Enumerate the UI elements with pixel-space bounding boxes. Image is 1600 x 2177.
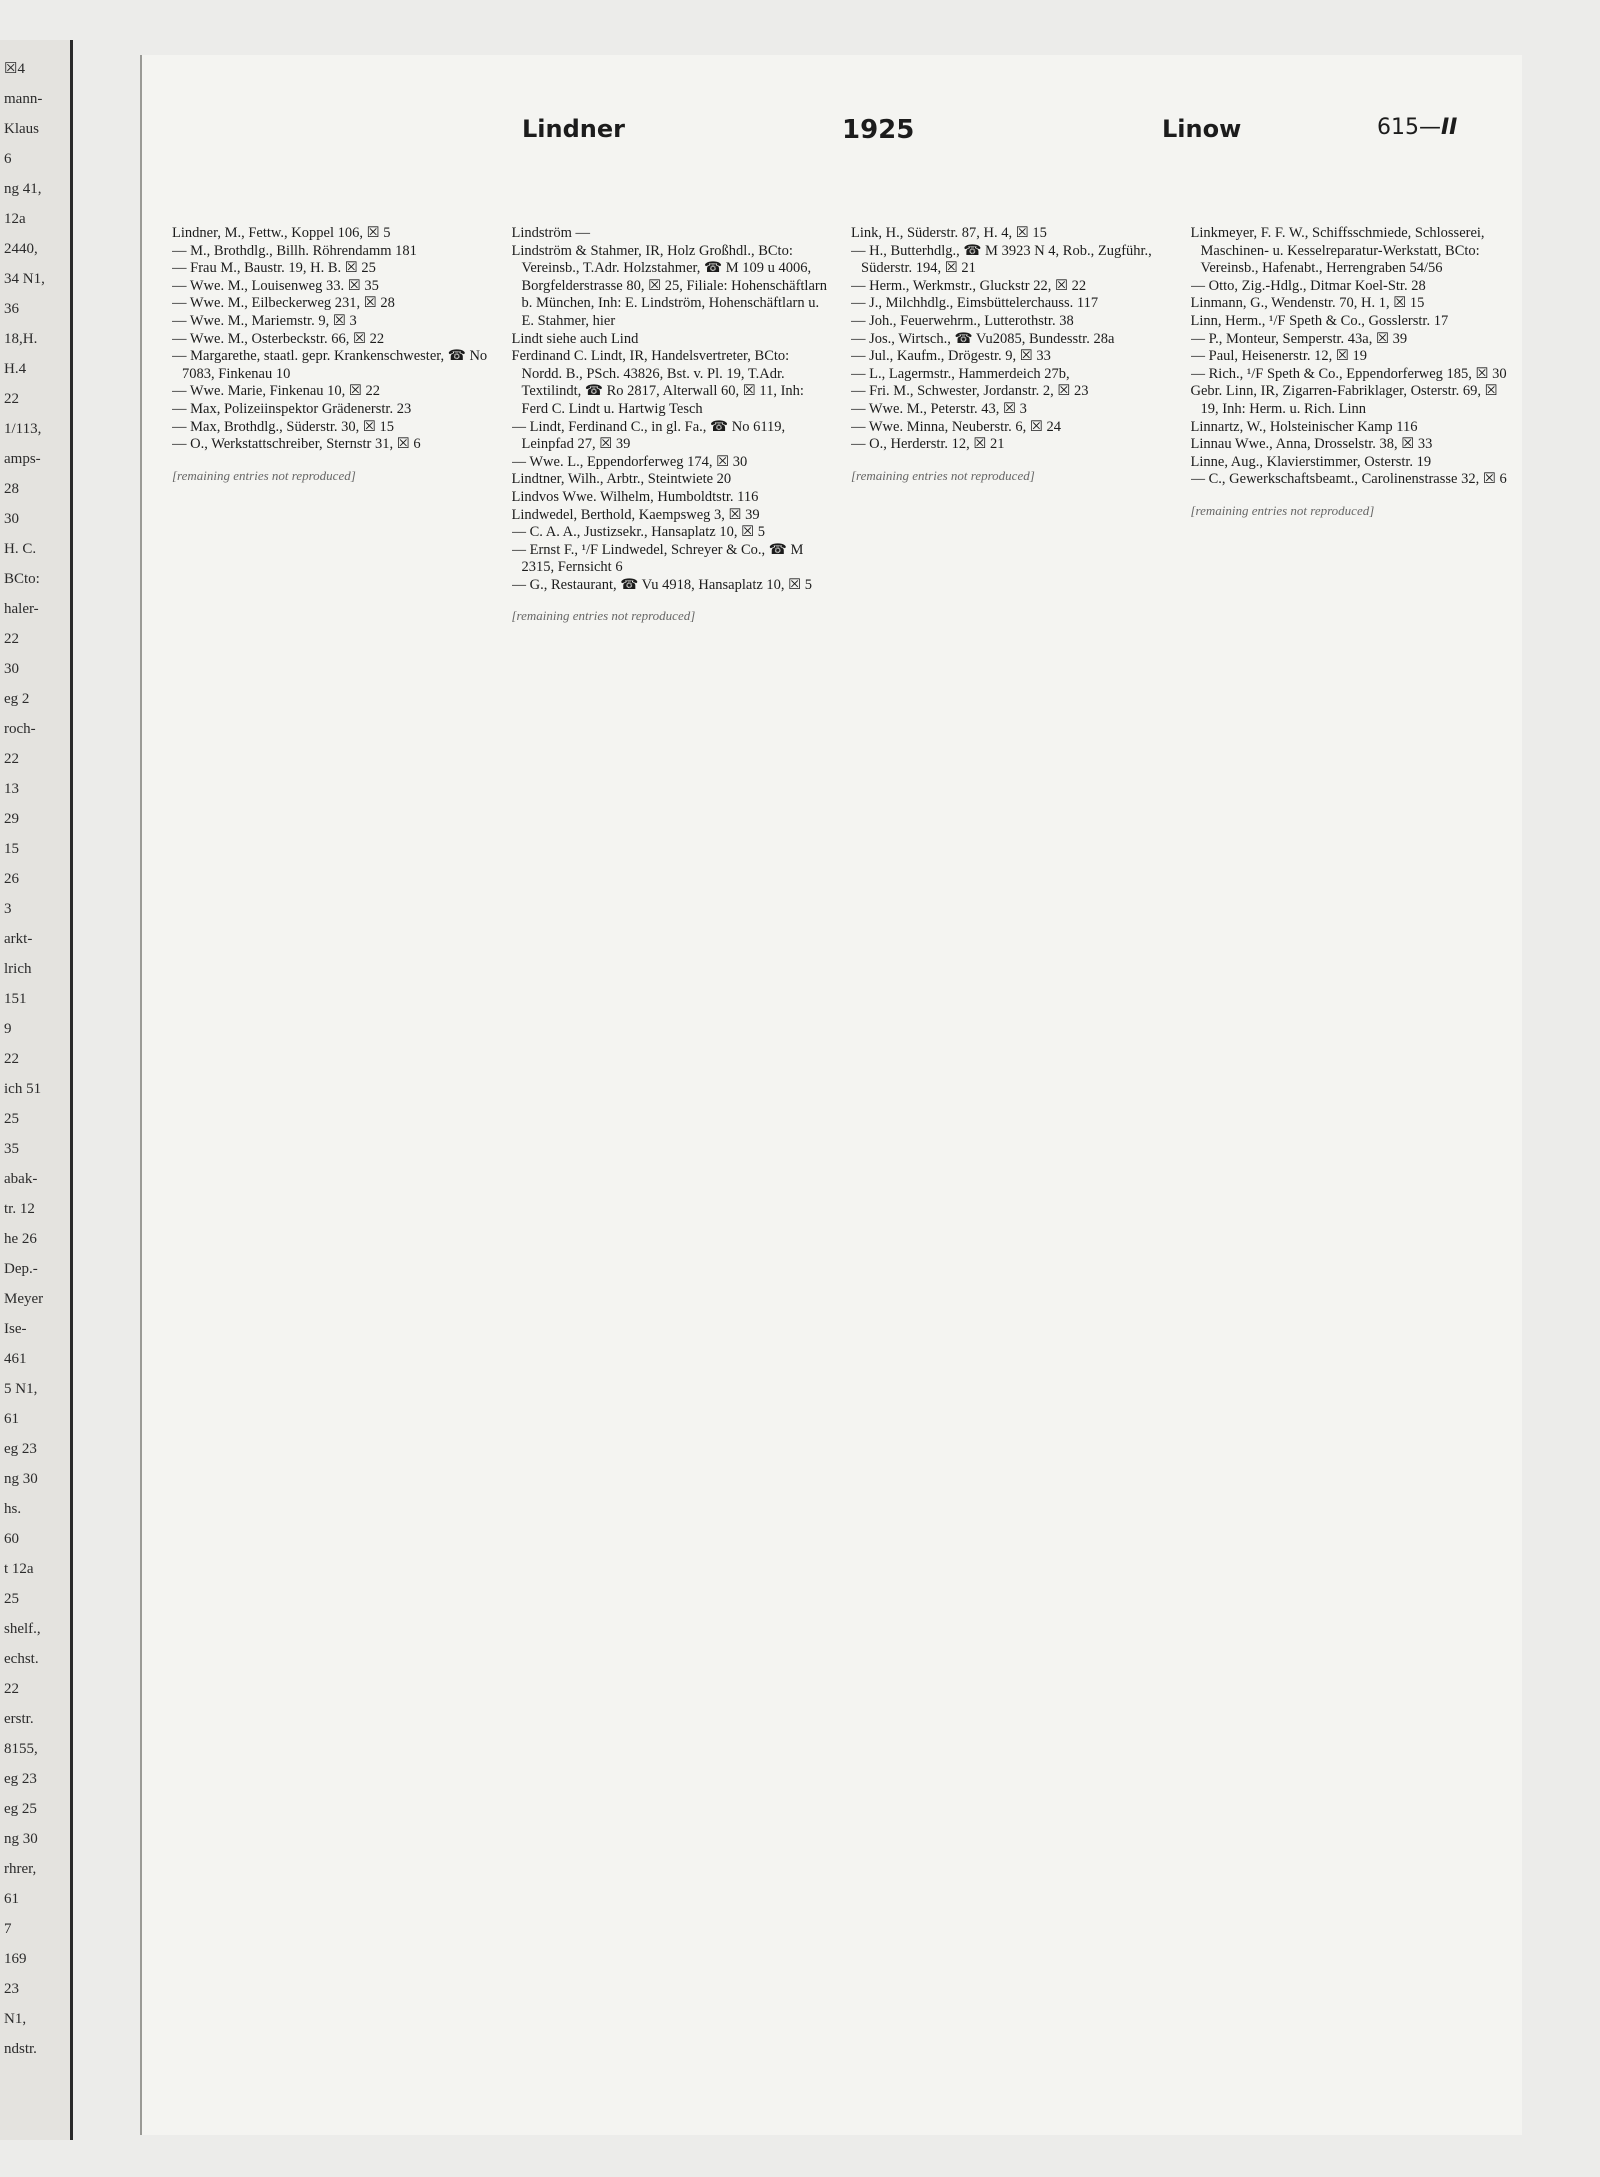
spine-fragment: 461 (4, 1351, 27, 1367)
spine-fragment: Dep.- (4, 1261, 38, 1277)
spine-fragment: 35 (4, 1141, 19, 1157)
left-page-spine (0, 40, 73, 2140)
spine-fragment: 34 N1, (4, 271, 45, 287)
spine-fragment: eg 2 (4, 691, 30, 707)
directory-entry: — Paul, Heisenerstr. 12, ☒ 19 (1190, 348, 1368, 365)
directory-entry: — Fri. M., Schwester, Jordanstr. 2, ☒ 23 (851, 383, 1089, 400)
spine-fragment: ndstr. (4, 2041, 37, 2057)
spine-fragment: H. C. (4, 541, 37, 557)
directory-entry: Lindvos Wwe. Wilhelm, Humboldtstr. 116 (511, 488, 759, 505)
spine-fragment: erstr. (4, 1711, 34, 1727)
column-2 (512, 225, 834, 2105)
spine-fragment: roch- (4, 721, 36, 737)
omitted-entries-note: [remaining entries not reproduced] (851, 467, 1035, 483)
spine-fragment: Ise- (4, 1321, 27, 1337)
directory-entry: Linne, Aug., Klavierstimmer, Osterstr. 19 (1190, 453, 1432, 470)
spine-fragment: 30 (4, 511, 19, 527)
spine-fragment: ng 41, (4, 181, 42, 197)
spine-fragment: 12a (4, 211, 26, 227)
directory-entry: — Wwe. M., Louisenweg 33. ☒ 35 (172, 277, 379, 294)
directory-entry: — Margarethe, staatl. gepr. Krankenschwester, ☎ No 7083, Finkenau 10 (172, 348, 488, 382)
spine-fragment: 13 (4, 781, 19, 797)
spine-fragment: haler- (4, 601, 39, 617)
spine-fragment: hs. (4, 1501, 22, 1517)
directory-entry: Lindt siehe auch Lind (511, 330, 639, 347)
spine-fragment: echst. (4, 1651, 39, 1667)
directory-entry: — Herm., Werkmstr., Gluckstr 22, ☒ 22 (851, 277, 1087, 294)
spine-fragment: eg 23 (4, 1771, 37, 1787)
directory-page (140, 55, 1522, 2135)
directory-entry: — Frau M., Baustr. 19, H. B. ☒ 25 (172, 260, 376, 277)
spine-fragment: 25 (4, 1111, 19, 1127)
spine-fragment: 61 (4, 1411, 19, 1427)
directory-entry: — P., Monteur, Semperstr. 43a, ☒ 39 (1190, 330, 1408, 347)
directory-entry: — Max, Brothdlg., Süderstr. 30, ☒ 15 (172, 418, 395, 435)
directory-entry: Lindwedel, Berthold, Kaempsweg 3, ☒ 39 (511, 506, 760, 523)
omitted-entries-note: [remaining entries not reproduced] (511, 608, 696, 624)
spine-fragment: he 26 (4, 1231, 37, 1247)
directory-entry: — Wwe. L., Eppendorferweg 174, ☒ 30 (511, 453, 748, 470)
spine-fragment: Meyer (4, 1291, 44, 1307)
directory-entry: — L., Lagermstr., Hammerdeich 27b, (851, 365, 1070, 382)
spine-fragment: N1, (4, 2011, 27, 2027)
spine-fragment: 28 (4, 481, 19, 497)
spine-fragment: 8155, (4, 1741, 38, 1757)
header-left-keyword: Lindner (522, 115, 625, 143)
spine-fragment: ng 30 (4, 1831, 38, 1847)
directory-entry: — Wwe. M., Eilbeckerweg 231, ☒ 28 (172, 295, 395, 312)
spine-fragment: rhrer, (4, 1861, 37, 1877)
directory-entry: Linn, Herm., ¹/F Speth & Co., Gosslerstr. 17 (1190, 312, 1449, 329)
spine-fragment: 60 (4, 1531, 19, 1547)
spine-fragment: 22 (4, 1681, 19, 1697)
spine-fragment: 7 (4, 1921, 12, 1937)
spine-fragment: 22 (4, 391, 19, 407)
directory-entry: — Wwe. Marie, Finkenau 10, ☒ 22 (172, 383, 381, 400)
directory-entry: Linkmeyer, F. F. W., Schiffsschmiede, Schlosserei, Maschinen- u. Kesselreparatur-Werkstatt, BCto: Vereinsb., Hafenabt., Herrengraben 54/56 (1190, 225, 1485, 277)
spine-fragment: 151 (4, 991, 27, 1007)
directory-entry: — Joh., Feuerwehrm., Lutterothstr. 38 (851, 312, 1074, 329)
spine-fragment: 23 (4, 1981, 19, 1997)
spine-fragment: abak- (4, 1171, 38, 1187)
directory-entry: — Wwe. M., Osterbeckstr. 66, ☒ 22 (172, 330, 385, 347)
spine-fragment: 25 (4, 1591, 19, 1607)
running-head (142, 115, 1522, 155)
header-right-keyword: Linow (1162, 115, 1242, 143)
header-year: 1925 (842, 115, 915, 145)
spine-fragment: 61 (4, 1891, 19, 1907)
spine-fragment: 15 (4, 841, 19, 857)
spine-fragment: Klaus (4, 121, 39, 137)
spine-fragment: lrich (4, 961, 32, 977)
directory-entry: Link, H., Süderstr. 87, H. 4, ☒ 15 (851, 225, 1047, 241)
spine-fragment: 169 (4, 1951, 27, 1967)
spine-fragment: 6 (4, 151, 12, 167)
spine-fragment: 30 (4, 661, 19, 677)
spine-fragment: ☒4 (4, 61, 25, 77)
spine-fragment: 9 (4, 1021, 12, 1037)
column-3 (851, 225, 1173, 2105)
spine-fragment: mann- (4, 91, 43, 107)
spine-fragment: 29 (4, 811, 19, 827)
directory-entry: Linnau Wwe., Anna, Drosselstr. 38, ☒ 33 (1190, 436, 1433, 453)
directory-entry: Linmann, G., Wendenstr. 70, H. 1, ☒ 15 (1190, 295, 1425, 312)
directory-entry: Lindström — (511, 225, 591, 241)
spine-fragment: ich 51 (4, 1081, 42, 1097)
directory-entry: Gebr. Linn, IR, Zigarren-Fabriklager, Osterstr. 69, ☒ 19, Inh: Herm. u. Rich. Linn (1190, 383, 1498, 417)
directory-entry: — O., Werkstattschreiber, Sternstr 31, ☒ 6 (172, 436, 421, 453)
spine-fragment: 1/113, (4, 421, 42, 437)
directory-entry: — J., Milchhdlg., Eimsbüttelerchauss. 117 (851, 295, 1099, 312)
spine-fragment: 22 (4, 751, 19, 767)
directory-entry: Lindner, M., Fettw., Koppel 106, ☒ 5 (172, 225, 391, 241)
spine-fragment: 5 N1, (4, 1381, 38, 1397)
spine-fragment: t 12a (4, 1561, 34, 1577)
directory-entry: Linnartz, W., Holsteinischer Kamp 116 (1190, 418, 1418, 435)
directory-entry: Ferdinand C. Lindt, IR, Handelsvertreter, BCto: Nordd. B., PSch. 43826, Bst. v. Pl. 19, T.Adr. Textilindt, ☎ Ro 2817, Alterwall 60, ☒ 11, Inh: Ferd C. Lindt u. Hartwig Tesch (511, 348, 804, 417)
spine-fragment: tr. 12 (4, 1201, 35, 1217)
directory-columns (172, 225, 1512, 2105)
directory-entry: — Wwe. Minna, Neuberstr. 6, ☒ 24 (851, 418, 1062, 435)
spine-fragment: ng 30 (4, 1471, 38, 1487)
directory-entry: — G., Restaurant, ☎ Vu 4918, Hansaplatz 10, ☒ 5 (511, 576, 813, 593)
spine-fragment: 2440, (4, 241, 38, 257)
spine-fragment: H.4 (4, 361, 27, 377)
spine-fragment: 36 (4, 301, 19, 317)
directory-entry: — C., Gewerkschaftsbeamt., Carolinenstrasse 32, ☒ 6 (1190, 471, 1507, 488)
spine-fragment: amps- (4, 451, 41, 467)
spine-fragment: 3 (4, 901, 12, 917)
spine-fragment: arkt- (4, 931, 33, 947)
directory-entry: — O., Herderstr. 12, ☒ 21 (851, 436, 1005, 453)
directory-entry: — Lindt, Ferdinand C., in gl. Fa., ☎ No 6119, Leinpfad 27, ☒ 39 (511, 418, 786, 453)
directory-entry: Lindtner, Wilh., Arbtr., Steintwiete 20 (511, 471, 732, 488)
spine-fragment: shelf., (4, 1621, 41, 1637)
directory-entry: — Otto, Zig.-Hdlg., Ditmar Koel-Str. 28 (1190, 277, 1426, 294)
omitted-entries-note: [remaining entries not reproduced] (172, 467, 356, 483)
directory-entry: — Wwe. M., Mariemstr. 9, ☒ 3 (172, 312, 357, 329)
column-4 (1191, 225, 1513, 2105)
directory-entry: — Rich., ¹/F Speth & Co., Eppendorferweg 185, ☒ 30 (1190, 365, 1507, 382)
directory-entry: — C. A. A., Justizsekr., Hansaplatz 10, ☒ 5 (511, 524, 765, 541)
omitted-entries-note: [remaining entries not reproduced] (1190, 502, 1375, 518)
page-number: 615—II (1377, 115, 1458, 140)
directory-entry: — Max, Polizeiinspektor Grädenerstr. 23 (172, 400, 412, 417)
spine-fragment: 22 (4, 1051, 19, 1067)
directory-entry: — Ernst F., ¹/F Lindwedel, Schreyer & Co., ☎ M 2315, Fernsicht 6 (511, 541, 804, 576)
spine-fragment: eg 23 (4, 1441, 37, 1457)
directory-entry: — Wwe. M., Peterstr. 43, ☒ 3 (851, 400, 1027, 417)
directory-entry: — M., Brothdlg., Billh. Röhrendamm 181 (172, 242, 417, 259)
column-1 (172, 225, 494, 2105)
directory-entry: — H., Butterhdlg., ☎ M 3923 N 4, Rob., Zugführ., Süderstr. 194, ☒ 21 (851, 242, 1152, 277)
directory-entry: — Jos., Wirtsch., ☎ Vu2085, Bundesstr. 28a (851, 330, 1115, 347)
spine-fragment: 26 (4, 871, 19, 887)
directory-entry: — Jul., Kaufm., Drögestr. 9, ☒ 33 (851, 348, 1051, 365)
spine-fragment: eg 25 (4, 1801, 37, 1817)
spine-fragment: BCto: (4, 571, 40, 587)
spine-fragment: 18,H. (4, 331, 38, 347)
spine-fragment: 22 (4, 631, 19, 647)
directory-entry: Lindström & Stahmer, IR, Holz Großhdl., BCto: Vereinsb., T.Adr. Holzstahmer, ☎ M 109 u 4006, Borgfelderstrasse 80, ☒ 25, Filiale: Hohenschäftlarn b. München, Inh: E. Lindström, Hohenschäftlarn u. E. Stahmer, hier (511, 242, 827, 329)
